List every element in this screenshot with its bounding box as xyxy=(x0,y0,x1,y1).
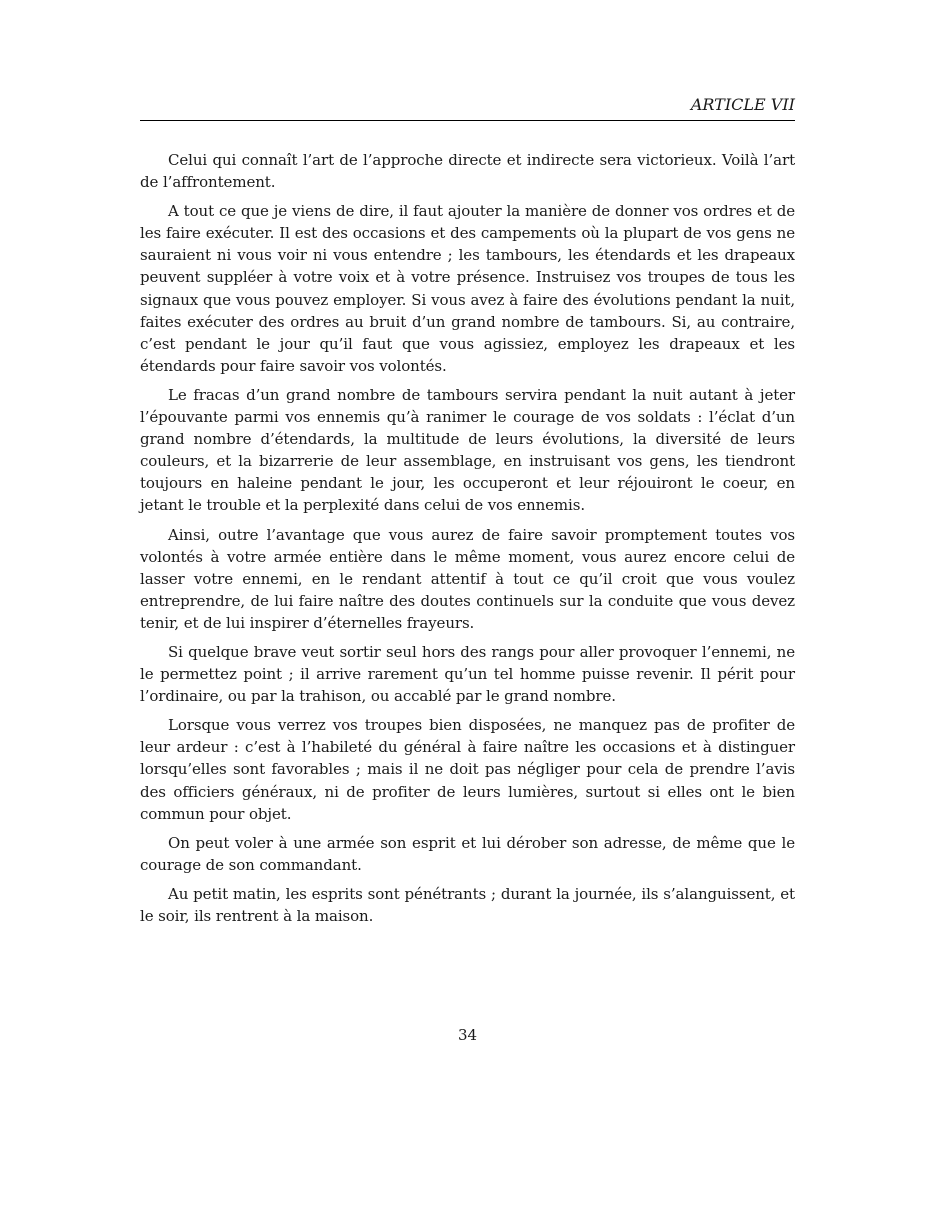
paragraph: On peut voler à une armée son esprit et lui dérober son adresse, de même que le courage de son commandant. xyxy=(140,833,795,874)
paragraph: A tout ce que je viens de dire, il faut ajouter la manière de donner vos ordres et de les faire exécuter. Il est des occasions et des campements où la plupart de vos gens ne sauraient ni vous voir ni vous entendre ; les tambours, les étendards et les drapeaux peuvent suppléer à votre voix et à votre présence. Instruisez vos troupes de tous les signaux que vous pouvez employer. Si vous avez à faire des évolutions pendant la nuit, faites exécuter des ordres au bruit d’un grand nombre de tambours. Si, au contraire, c’est pendant le jour qu’il faut que vous agissiez, employez les drapeaux et les étendards pour faire savoir vos volontés. xyxy=(140,202,795,375)
paragraph: Ainsi, outre l’avantage que vous aurez de faire savoir promptement toutes vos volontés à votre armée entière dans le même moment, vous aurez encore celui de lasser votre ennemi, en le rendant attentif à tout ce qu’il croit que vous voulez entreprendre, de lui faire naître des doutes continuels sur la conduite que vous devez tenir, et de lui inspirer d’éternelles frayeurs. xyxy=(140,525,795,632)
paragraph: Lorsque vous verrez vos troupes bien disposées, ne manquez pas de profiter de leur ardeur : c’est à l’habileté du général à faire naître les occasions et à distinguer lorsqu’elles sont favorables ; mais il ne doit pas négliger pour cela de prendre l’avis des officiers généraux, ni de profiter de leurs lumières, surtout si elles ont le bien commun pour objet. xyxy=(140,716,795,823)
paragraph: Au petit matin, les esprits sont pénétrants ; durant la journée, ils s’alanguissent, et le soir, ils rentrent à la maison. xyxy=(140,884,795,925)
running-header: ARTICLE VII xyxy=(140,94,795,121)
paragraph: Celui qui connaît l’art de l’approche directe et indirecte sera victorieux. Voilà l’art de l’affrontement. xyxy=(140,151,795,192)
document-page xyxy=(140,0,795,1210)
body-text xyxy=(140,149,795,934)
paragraph: Le fracas d’un grand nombre de tambours servira pendant la nuit autant à jeter l’épouvante parmi vos ennemis qu’à ranimer le courage de vos soldats : l’éclat d’un grand nombre d’étendards, la multitude de leurs évolutions, la diversité de leurs couleurs, et la bizarrerie de leur assemblage, en instruisant vos gens, les tiendront toujours en haleine pendant le jour, les occuperont et leur réjouiront le coeur, en jetant le trouble et la perplexité dans celui de vos ennemis. xyxy=(140,385,795,515)
paragraph: Si quelque brave veut sortir seul hors des rangs pour aller provoquer l’ennemi, ne le permettez point ; il arrive rarement qu’un tel homme puisse revenir. Il périt pour l’ordinaire, ou par la trahison, ou accablé par le grand nombre. xyxy=(140,642,795,706)
page-number: 34 xyxy=(457,1026,478,1044)
